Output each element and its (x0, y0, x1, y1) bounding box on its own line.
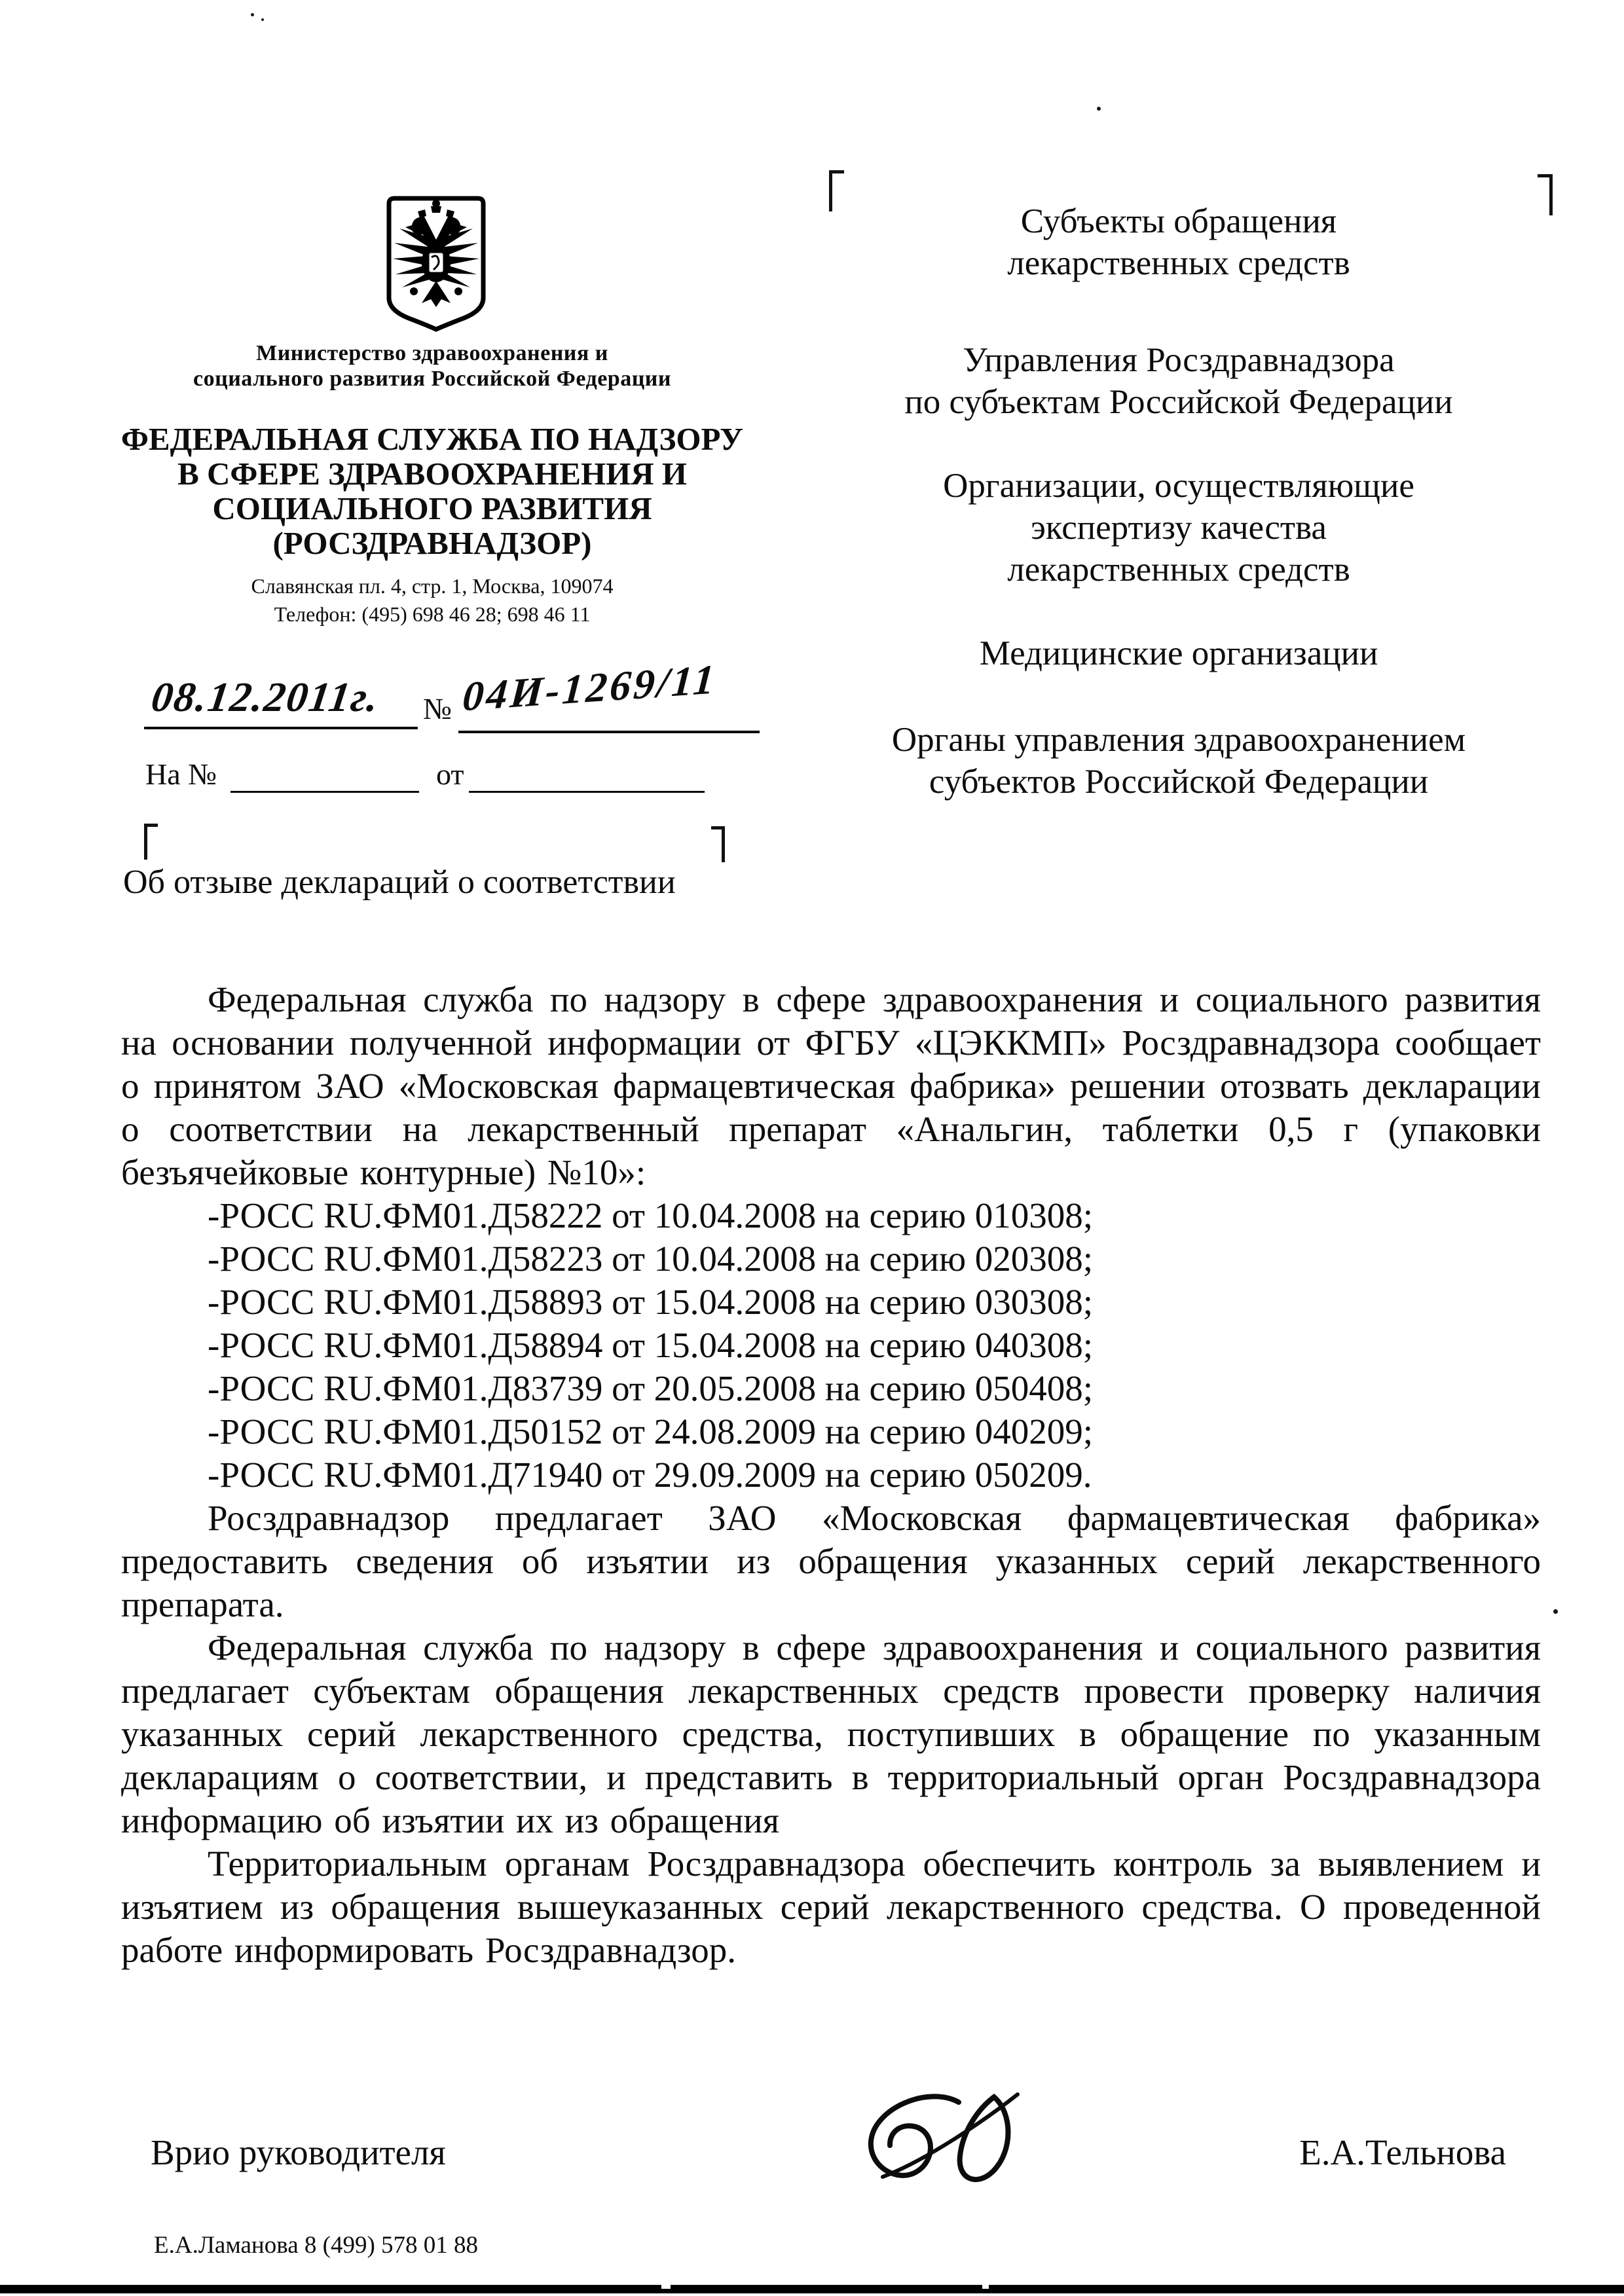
addressee-line: Субъекты обращения (1020, 202, 1337, 240)
org-contact-block (98, 572, 766, 629)
service-name-line: СОЦИАЛЬНОГО РАЗВИТИЯ (212, 490, 652, 526)
body-paragraph: Росздравнадзор предлагает ЗАО «Московская фармацевтическая фабрика» предоставить сведения об изъятии из обращения указанных серий лекарственного препарата. (121, 1498, 1541, 1624)
addressee-line: лекарственных средств (1007, 551, 1350, 589)
service-name-line: ФЕДЕРАЛЬНАЯ СЛУЖБА ПО НАДЗОРУ (120, 421, 744, 457)
declaration-item: -РОСС RU.ФМ01.Д83739 от 20.05.2008 на серию 050408; (208, 1368, 1094, 1408)
reply-date-blank (469, 791, 705, 793)
signer-name: Е.А.Тельнова (1299, 2132, 1506, 2172)
service-name-line: В СФЕРЕ ЗДРАВООХРАНЕНИЯ И (177, 456, 687, 492)
org-phone: Телефон: (495) 698 46 28; 698 46 11 (274, 602, 591, 626)
ministry-line: социального развития Российской Федерации (193, 367, 671, 391)
declaration-item: -РОСС RU.ФМ01.Д71940 от 29.09.2009 на серию 050209. (208, 1455, 1092, 1495)
addressee-line: по субъектам Российской Федерации (904, 383, 1453, 421)
letter-body (121, 978, 1541, 1972)
declaration-item: -РОСС RU.ФМ01.Д58222 от 10.04.2008 на серию 010308; (208, 1195, 1094, 1235)
scan-speck (261, 18, 264, 21)
letter-subject: Об отзыве деклараций о соответствии (123, 864, 676, 901)
scan-artifact-gap (661, 2285, 671, 2289)
declarations-list (208, 1194, 1541, 1497)
number-sign: № (423, 692, 452, 725)
addressee-line: экспертизу качества (1031, 509, 1327, 547)
addressee-line: Органы управления здравоохранением (891, 721, 1466, 759)
addressee-line: Медицинские организации (979, 634, 1378, 672)
org-address: Славянская пл. 4, стр. 1, Москва, 109074 (251, 574, 614, 598)
scan-artifact-gap (982, 2285, 989, 2289)
scan-speck (1097, 107, 1101, 111)
declaration-item: -РОСС RU.ФМ01.Д58894 от 15.04.2008 на серию 040308; (208, 1325, 1094, 1365)
addressee-block (805, 465, 1552, 591)
scan-artifact-bar (0, 2285, 1624, 2293)
coat-of-arms-emblem (384, 194, 489, 333)
addressee-block (805, 339, 1552, 423)
signer-position-title: Врио руководителя (151, 2132, 446, 2172)
declaration-item: -РОСС RU.ФМ01.Д58223 от 10.04.2008 на серию 020308; (208, 1239, 1094, 1279)
body-paragraph: Территориальным органам Росздравнадзора обеспечить контроль за выявлением и изъятием из обращения вышеуказанных серий лекарственного средства. О проведенной работе информировать Росздравнадзор. (121, 1844, 1541, 1970)
handwritten-outgoing-number: 04И-1269/11 (461, 655, 719, 720)
fold-mark-subject-left-icon (144, 824, 158, 860)
handwritten-date: 08.12.2011г. (149, 674, 383, 720)
service-name-line: (РОСЗДРАВНАДЗОР) (272, 525, 592, 561)
service-name (98, 422, 766, 560)
addressee-block (805, 719, 1552, 803)
reply-number-blank (231, 791, 419, 793)
addressee-block (805, 632, 1552, 674)
addressee-line: Организации, осуществляющие (943, 467, 1414, 505)
signature-autograph-icon (849, 2090, 1045, 2189)
declaration-item: -РОСС RU.ФМ01.Д58893 от 15.04.2008 на серию 030308; (208, 1282, 1094, 1322)
ministry-name (118, 340, 747, 392)
declaration-item: -РОСС RU.ФМ01.Д50152 от 24.08.2009 на серию 040209; (208, 1412, 1094, 1451)
reply-from-label: от (436, 757, 464, 791)
executor-contact: Е.А.Ламанова 8 (499) 578 01 88 (154, 2232, 479, 2259)
addressee-block (805, 200, 1552, 284)
number-underline (458, 731, 760, 733)
ministry-line: Министерство здравоохранения и (256, 341, 608, 365)
addressee-line: субъектов Российской Федерации (929, 763, 1429, 801)
scan-speck (251, 13, 254, 16)
scan-speck (1553, 1609, 1558, 1614)
fold-mark-subject-right-icon (711, 826, 725, 862)
addressee-line: Управления Росздравнадзора (963, 341, 1395, 379)
reply-to-number-label: На № (145, 757, 217, 791)
date-underline (144, 727, 418, 729)
body-paragraph: Федеральная служба по надзору в сфере здравоохранения и социального развития предлагает субъектам обращения лекарственных средств провести проверку наличия указанных серий лекарственного средства, поступивших в обращение по указанным декларациям о соответствии, и представить в территориальный орган Росздравнадзора информацию об изъятии их из обращения (121, 1628, 1541, 1840)
body-paragraph: Федеральная служба по надзору в сфере здравоохранения и социального развития на основании полученной информации от ФГБУ «ЦЭККМП» Росздравнадзора сообщает о принятом ЗАО «Московская фармацевтическая фабрика» решении отозвать декларации о соответствии на лекарственный препарат «Анальгин, таблетки 0,5 г (упаковки безъячейковые контурные) №10»: (121, 979, 1541, 1192)
addressee-line: лекарственных средств (1007, 244, 1350, 282)
